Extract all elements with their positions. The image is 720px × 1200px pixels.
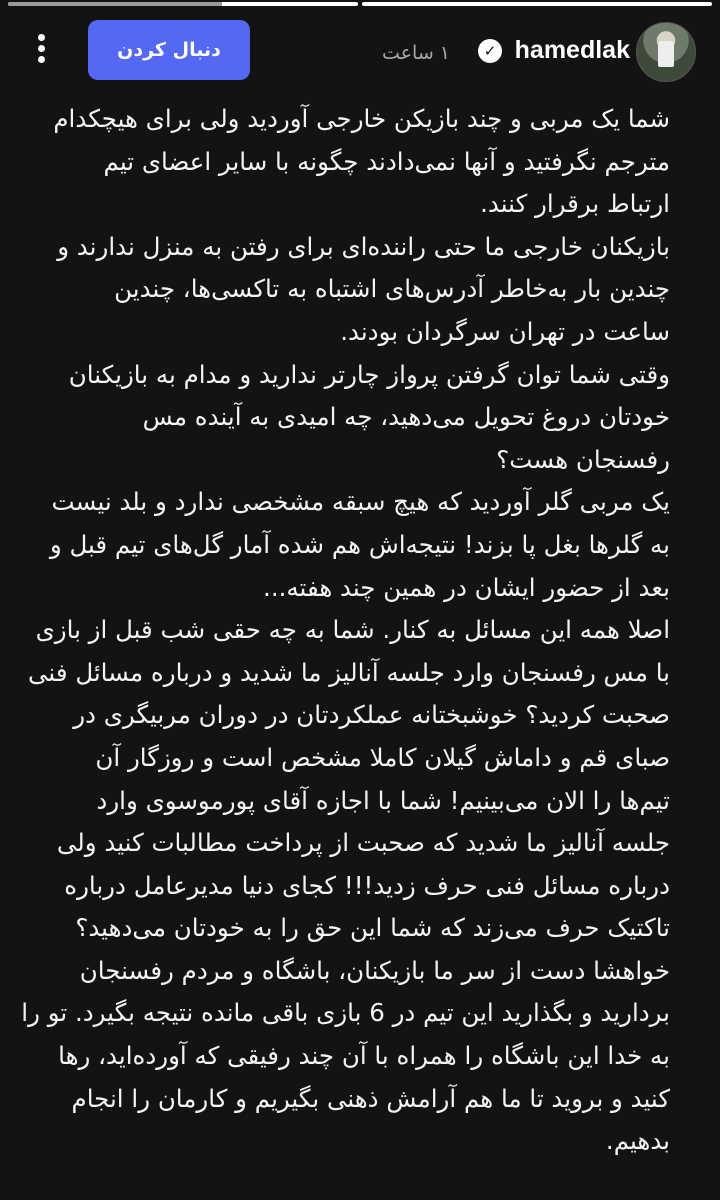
avatar[interactable]: [636, 22, 696, 82]
story-progress-next: [362, 2, 712, 6]
post-text-line: با مس رفسنجان وارد جلسه آنالیز ما شدید و درباره مسائل فنی: [28, 657, 670, 687]
follow-button[interactable]: دنبال کردن: [88, 20, 250, 80]
post-text-line: صبای قم و داماش گیلان کاملا مشخص است و روزگار آن: [95, 742, 670, 772]
post-text-line: صحبت کردید؟ خوشبختانه عملکردتان در دوران مربیگری در: [73, 700, 670, 730]
post-text-line: به خدا این باشگاه را همراه با آن چند رفیقی که آورده‌اید، رها: [58, 1041, 670, 1071]
post-text-line: خواهشا دست از سر ما بازیکنان، باشگاه و مردم رفسنجان: [79, 955, 670, 985]
post-text-line: چندین بار به‌خاطر آدرس‌های اشتباه به تاکسی‌ها، چندین: [114, 274, 670, 304]
post-text-line: کنید و بروید تا ما هم آرامش ذهنی بگیریم و کارمان را انجام: [71, 1083, 670, 1113]
post-text-line: خودتان دروغ تحویل می‌دهید، چه امیدی به آینده مس: [142, 402, 670, 432]
post-text-line: بعد از حضور ایشان در همین چند هفته...: [263, 572, 670, 602]
post-text-line: مترجم نگرفتید و آنها نمی‌دادند چگونه با سایر اعضای تیم: [103, 146, 670, 176]
post-text-line: یک مربی گلر آوردید که هیچ سبقه مشخصی ندارد و بلد نیست: [51, 487, 670, 517]
post-text-line: اصلا همه این مسائل به کنار. شما به چه حقی شب قبل از بازی: [35, 615, 670, 645]
story-progress-fill: [8, 2, 222, 6]
post-text-line: جلسه آنالیز ما شدید که صحبت از پرداخت مطالبات کنید ولی: [56, 828, 670, 858]
post-text-line: بردارید و بگذارید این تیم در 6 بازی باقی مانده نتیجه بگیرد. تو را: [21, 998, 670, 1028]
post-text-line: ارتباط برقرار کنند.: [480, 189, 670, 219]
post-text-line: تاکتیک حرف می‌زند که شما این حق را به خودتان می‌دهید؟: [75, 913, 670, 943]
post-text-line: بدهیم.: [605, 1126, 670, 1156]
story-progress-current: [8, 2, 358, 6]
post-text-line: وقتی شما توان گرفتن پرواز چارتر ندارید و مدام به بازیکنان: [68, 359, 670, 389]
post-body: [21, 98, 670, 1163]
post-text-line: رفسنجان هست؟: [496, 444, 670, 474]
post-text-line: تیم‌ها را الان می‌بینیم! شما با اجازه آقای پورموسوی وارد: [96, 785, 670, 815]
verified-badge-icon: ✓: [478, 39, 502, 63]
post-text-line: به گلرها بغل پا بزند! نتیجه‌اش هم شده آمار گل‌های تیم قبل و: [49, 529, 670, 559]
post-text-line: شما یک مربی و چند بازیکن خارجی آوردید ولی برای هیچکدام: [53, 104, 670, 133]
post-text-line: بازیکنان خارجی ما حتی راننده‌ای برای رفتن به منزل ندارند و: [57, 231, 670, 261]
post-time: ۱ ساعت: [382, 42, 450, 64]
username[interactable]: hamedlak: [514, 36, 630, 64]
post-text-line: درباره مسائل فنی حرف زدید!!! کجای دنیا مدیرعامل درباره: [64, 870, 670, 900]
post-header: [0, 20, 720, 84]
post-text-line: ساعت در تهران سرگردان بودند.: [340, 316, 670, 346]
more-vertical-icon[interactable]: [34, 34, 48, 70]
